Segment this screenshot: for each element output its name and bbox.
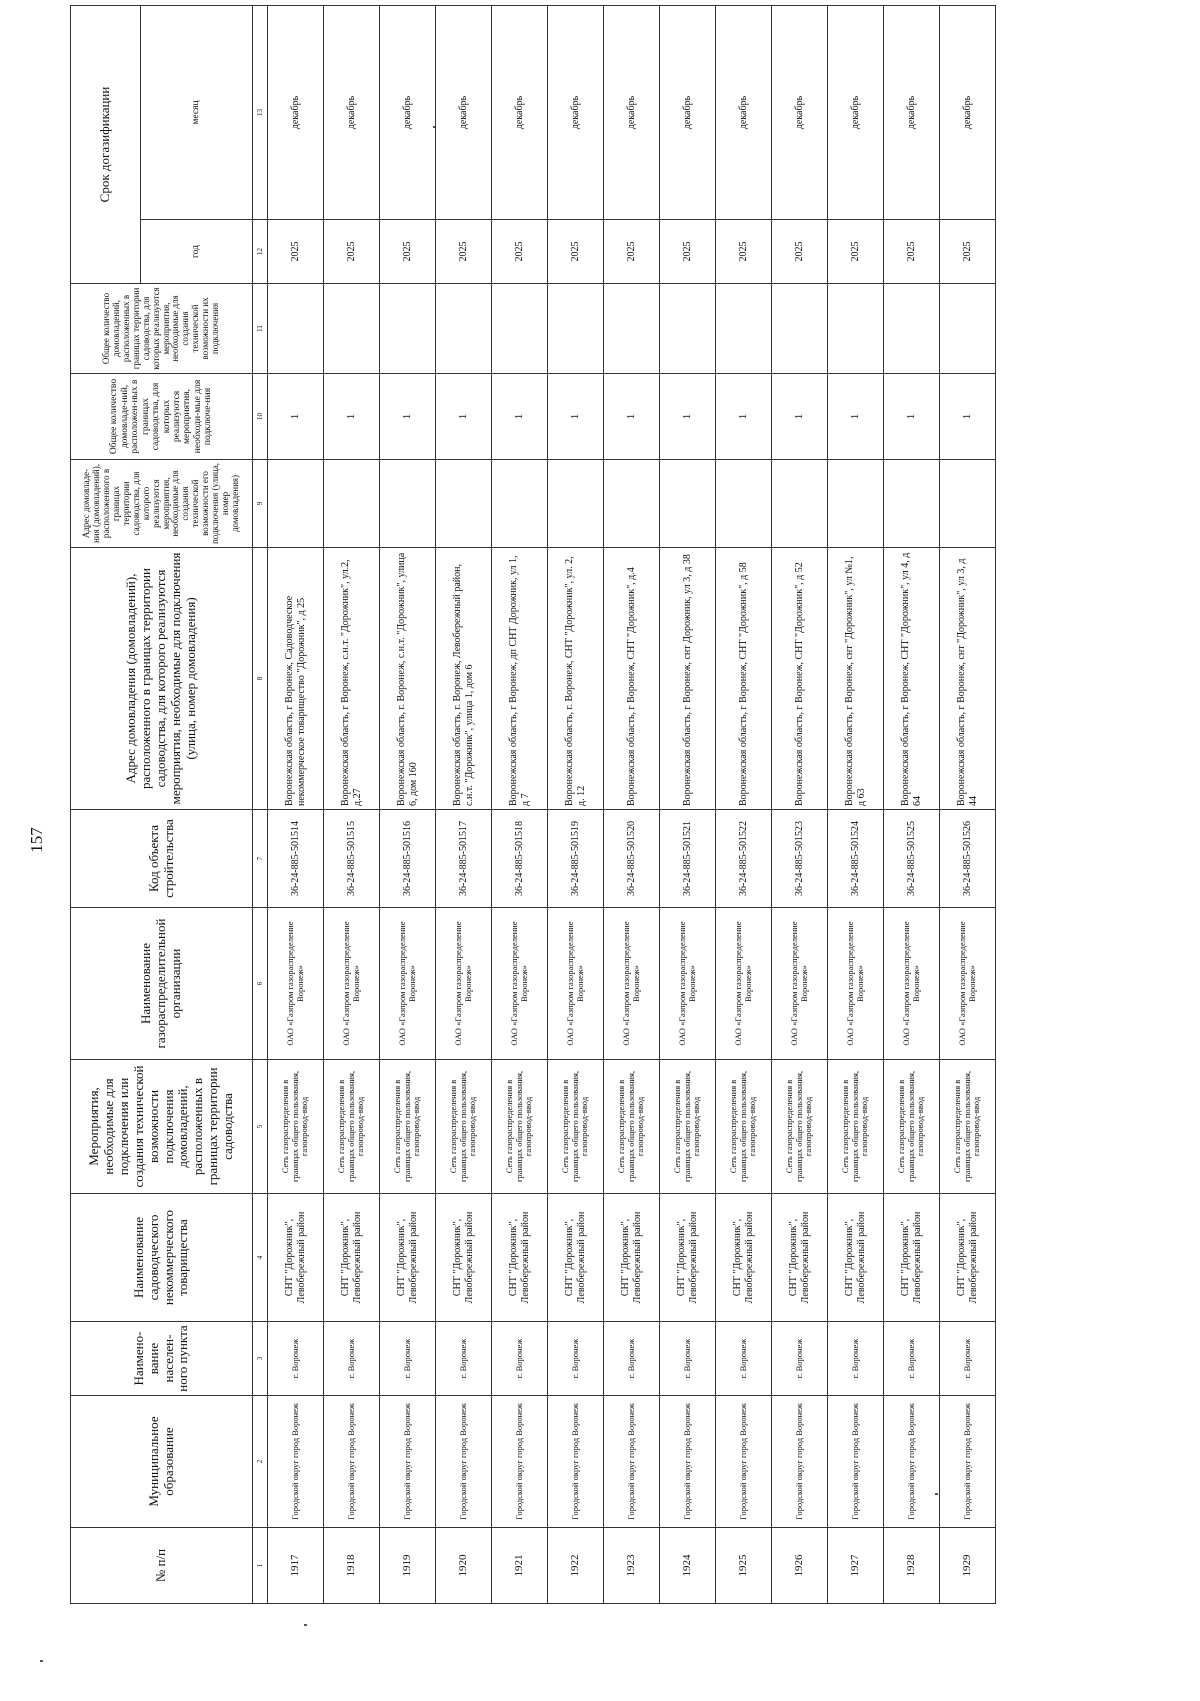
cell-measures: Сеть газораспределения в границах общего пользования, газопровод-ввод [660, 1060, 716, 1194]
cell-total-count: 1 [268, 374, 324, 460]
cell-month: декабрь [548, 6, 604, 220]
cell-row-number: 1924 [660, 1528, 716, 1604]
cell-month: декабрь [268, 6, 324, 220]
cell-code: 36-24-885-501518 [492, 810, 548, 908]
cell-total-count: 1 [492, 374, 548, 460]
cell-year: 2025 [436, 220, 492, 284]
cell-measures: Сеть газораспределения в границах общего пользования, газопровод-ввод [436, 1060, 492, 1194]
cell-snt: СНТ "Дорожник", Левобережный район [268, 1194, 324, 1322]
cell-total-tech [772, 284, 828, 374]
cell-locality: г. Воронеж [324, 1322, 380, 1396]
cell-year: 2025 [772, 220, 828, 284]
cell-address: Воронежская область, г Воронеж, СНТ "Дорожник", д 52 [772, 548, 828, 810]
cell-snt: СНТ "Дорожник", Левобережный район [884, 1194, 940, 1322]
cell-municipality: Городской округ город Воронеж [492, 1396, 548, 1528]
cell-code: 36-24-885-501519 [548, 810, 604, 908]
cell-address-tech [268, 460, 324, 548]
cell-year: 2025 [660, 220, 716, 284]
cell-row-number: 1927 [828, 1528, 884, 1604]
cell-row-number: 1922 [548, 1528, 604, 1604]
cell-month: декабрь [380, 6, 436, 220]
cell-month: декабрь [492, 6, 548, 220]
gasification-table [70, 5, 996, 1604]
cell-month: декабрь [436, 6, 492, 220]
cell-gro: ОАО «Газпром газораспределение Воронеж» [492, 908, 548, 1060]
cell-total-tech [492, 284, 548, 374]
cell-municipality: Городской округ город Воронеж [660, 1396, 716, 1528]
cell-measures: Сеть газораспределения в границах общего пользования, газопровод-ввод [324, 1060, 380, 1194]
cell-address-tech [940, 460, 996, 548]
cell-locality: г. Воронеж [940, 1322, 996, 1396]
cell-code: 36-24-885-501523 [772, 810, 828, 908]
cell-total-tech [548, 284, 604, 374]
cell-row-number: 1925 [716, 1528, 772, 1604]
cell-row-number: 1918 [324, 1528, 380, 1604]
cell-locality: г. Воронеж [828, 1322, 884, 1396]
cell-address-tech [660, 460, 716, 548]
header-year: год [141, 220, 253, 284]
cell-locality: г. Воронеж [884, 1322, 940, 1396]
cell-total-count: 1 [884, 374, 940, 460]
page-number: 157 [27, 827, 46, 853]
cell-locality: г. Воронеж [548, 1322, 604, 1396]
cell-address-tech [492, 460, 548, 548]
cell-snt: СНТ "Дорожник", Левобережный район [828, 1194, 884, 1322]
cell-address: Воронежская область, г Воронеж, с.н.т. "Дорожник", ул.2, д.27 [324, 548, 380, 810]
cell-row-number: 1920 [436, 1528, 492, 1604]
cell-municipality: Городской округ город Воронеж [884, 1396, 940, 1528]
cell-address-tech [716, 460, 772, 548]
cell-year: 2025 [268, 220, 324, 284]
cell-total-count: 1 [436, 374, 492, 460]
header-address-tech: Адрес домовладе-ния (домовладений), расположенного в границах территории садоводства, для которого реализуются мероприятия, необходимые для создания технической возможности его подключения (улица, номер домовладения) [71, 460, 253, 548]
cell-measures: Сеть газораспределения в границах общего пользования, газопровод-ввод [604, 1060, 660, 1194]
header-address: Адрес домовладения (домовладений), расположенного в границах территории садоводства, для которого реализуются мероприятия, необходимые для подключения (улица, номер домовладения) [71, 548, 253, 810]
table-row [828, 6, 884, 1604]
table-row [548, 6, 604, 1604]
cell-row-number: 1917 [268, 1528, 324, 1604]
table-row [716, 6, 772, 1604]
cell-municipality: Городской округ город Воронеж [548, 1396, 604, 1528]
cell-measures: Сеть газораспределения в границах общего пользования, газопровод-ввод [884, 1060, 940, 1194]
header-municipality: Муниципальное образование [71, 1396, 253, 1528]
header-snt: Наименование садоводческого некоммерческого товарищества [71, 1194, 253, 1322]
cell-year: 2025 [492, 220, 548, 284]
cell-locality: г. Воронеж [660, 1322, 716, 1396]
column-number-cell: 13 [253, 6, 268, 220]
cell-total-tech [604, 284, 660, 374]
cell-code: 36-24-885-501521 [660, 810, 716, 908]
cell-measures: Сеть газораспределения в границах общего пользования, газопровод-ввод [492, 1060, 548, 1194]
cell-gro: ОАО «Газпром газораспределение Воронеж» [828, 908, 884, 1060]
cell-year: 2025 [940, 220, 996, 284]
cell-gro: ОАО «Газпром газораспределение Воронеж» [380, 908, 436, 1060]
cell-municipality: Городской округ город Воронеж [828, 1396, 884, 1528]
cell-snt: СНТ "Дорожник", Левобережный район [324, 1194, 380, 1322]
cell-gro: ОАО «Газпром газораспределение Воронеж» [884, 908, 940, 1060]
header-total-tech: Общее количество домовладений, расположенных в границах территории садоводства, для которых реализуются мероприятия, необходимые для создания технической возможности их подключения [71, 284, 253, 374]
column-number-cell: 4 [253, 1194, 268, 1322]
cell-snt: СНТ "Дорожник", Левобережный район [772, 1194, 828, 1322]
cell-total-count: 1 [772, 374, 828, 460]
cell-code: 36-24-885-501516 [380, 810, 436, 908]
cell-address-tech [604, 460, 660, 548]
cell-locality: г. Воронеж [716, 1322, 772, 1396]
column-number-cell: 11 [253, 284, 268, 374]
cell-municipality: Городской округ город Воронеж [268, 1396, 324, 1528]
cell-address-tech [548, 460, 604, 548]
cell-total-count: 1 [604, 374, 660, 460]
cell-measures: Сеть газораспределения в границах общего пользования, газопровод-ввод [268, 1060, 324, 1194]
column-number-cell: 7 [253, 810, 268, 908]
cell-code: 36-24-885-501520 [604, 810, 660, 908]
cell-address-tech [380, 460, 436, 548]
cell-gro: ОАО «Газпром газораспределение Воронеж» [660, 908, 716, 1060]
table-row [436, 6, 492, 1604]
cell-month: декабрь [604, 6, 660, 220]
cell-total-count: 1 [716, 374, 772, 460]
cell-address: Воронежская область, г. Воронеж, СНТ "Дорожник", ул. 2, д. 12 [548, 548, 604, 810]
cell-municipality: Городской округ город Воронеж [324, 1396, 380, 1528]
column-number-cell: 9 [253, 460, 268, 548]
cell-total-count: 1 [380, 374, 436, 460]
cell-total-count: 1 [828, 374, 884, 460]
table-row [884, 6, 940, 1604]
cell-address: Воронежская область, г. Воронеж, Левобережный район, с.н.т. "Дорожник", улица 1, дом 6 [436, 548, 492, 810]
cell-address: Воронежская область, г Воронеж, СНТ "Дорожник", д.4 [604, 548, 660, 810]
cell-total-tech [436, 284, 492, 374]
cell-total-count: 1 [940, 374, 996, 460]
cell-snt: СНТ "Дорожник", Левобережный район [436, 1194, 492, 1322]
cell-year: 2025 [380, 220, 436, 284]
cell-year: 2025 [604, 220, 660, 284]
table-row [940, 6, 996, 1604]
cell-address: Воронежская область, г. Воронеж, с.н.т. "Дорожник", улица 6, дом 160 [380, 548, 436, 810]
cell-snt: СНТ "Дорожник", Левобережный район [660, 1194, 716, 1322]
header-deadline: Срок догазификации [71, 6, 141, 284]
table-row [380, 6, 436, 1604]
rotated-sheet [70, 86, 1138, 1604]
header-locality: Наимено-вание населен-ного пункта [71, 1322, 253, 1396]
cell-municipality: Городской округ город Воронеж [772, 1396, 828, 1528]
cell-year: 2025 [324, 220, 380, 284]
cell-address: Воронежская область, г Воронеж, снт Дорожник, ул 3, д 38 [660, 548, 716, 810]
cell-row-number: 1928 [884, 1528, 940, 1604]
column-number-cell: 5 [253, 1060, 268, 1194]
column-number-row [253, 6, 268, 1604]
cell-code: 36-24-885-501515 [324, 810, 380, 908]
cell-address: Воронежская область, г Воронеж, СНТ "Дорожник", д 58 [716, 548, 772, 810]
cell-measures: Сеть газораспределения в границах общего пользования, газопровод-ввод [828, 1060, 884, 1194]
cell-month: декабрь [828, 6, 884, 220]
cell-code: 36-24-885-501524 [828, 810, 884, 908]
header-gro: Наименование газораспределительной организации [71, 908, 253, 1060]
cell-total-tech [828, 284, 884, 374]
cell-total-count: 1 [548, 374, 604, 460]
cell-municipality: Городской округ город Воронеж [380, 1396, 436, 1528]
cell-year: 2025 [548, 220, 604, 284]
cell-month: декабрь [884, 6, 940, 220]
table-row [324, 6, 380, 1604]
table-row [492, 6, 548, 1604]
cell-total-tech [716, 284, 772, 374]
cell-address: Воронежская область, г Воронеж, Садоводческое некоммерческое товарищество "Дорожник", д 25 [268, 548, 324, 810]
cell-month: декабрь [324, 6, 380, 220]
cell-total-tech [324, 284, 380, 374]
cell-address-tech [772, 460, 828, 548]
cell-measures: Сеть газораспределения в границах общего пользования, газопровод-ввод [940, 1060, 996, 1194]
cell-code: 36-24-885-501517 [436, 810, 492, 908]
cell-address-tech [324, 460, 380, 548]
column-number-cell: 10 [253, 374, 268, 460]
table-row [772, 6, 828, 1604]
cell-locality: г. Воронеж [772, 1322, 828, 1396]
cell-row-number: 1929 [940, 1528, 996, 1604]
cell-address-tech [884, 460, 940, 548]
cell-snt: СНТ "Дорожник", Левобережный район [492, 1194, 548, 1322]
cell-total-tech [884, 284, 940, 374]
header-month: месяц [141, 6, 253, 220]
header-measures: Мероприятия, необходимые для подключения или создания технической возможности подключения домовладений, расположенных в границах территории садоводства [71, 1060, 253, 1194]
scan-speck [304, 1624, 307, 1626]
cell-locality: г. Воронеж [380, 1322, 436, 1396]
cell-row-number: 1919 [380, 1528, 436, 1604]
cell-month: декабрь [772, 6, 828, 220]
cell-gro: ОАО «Газпром газораспределение Воронеж» [772, 908, 828, 1060]
cell-month: декабрь [660, 6, 716, 220]
cell-measures: Сеть газораспределения в границах общего пользования, газопровод-ввод [716, 1060, 772, 1194]
cell-address-tech [828, 460, 884, 548]
cell-gro: ОАО «Газпром газораспределение Воронеж» [604, 908, 660, 1060]
cell-row-number: 1921 [492, 1528, 548, 1604]
cell-address-tech [436, 460, 492, 548]
cell-gro: ОАО «Газпром газораспределение Воронеж» [324, 908, 380, 1060]
column-number-cell: 3 [253, 1322, 268, 1396]
cell-total-tech [660, 284, 716, 374]
table-body [268, 6, 996, 1604]
cell-gro: ОАО «Газпром газораспределение Воронеж» [940, 908, 996, 1060]
cell-snt: СНТ "Дорожник", Левобережный район [604, 1194, 660, 1322]
cell-snt: СНТ "Дорожник", Левобережный район [940, 1194, 996, 1322]
table-row [660, 6, 716, 1604]
header-total-count: Общее количество домовладе-ний, расположен-ных в границах садоводства, для которых реализуются мероприятия, необходи-мые для подключе-ния [71, 374, 253, 460]
cell-measures: Сеть газораспределения в границах общего пользования, газопровод-ввод [548, 1060, 604, 1194]
column-number-cell: 12 [253, 220, 268, 284]
cell-gro: ОАО «Газпром газораспределение Воронеж» [548, 908, 604, 1060]
cell-snt: СНТ "Дорожник", Левобережный район [380, 1194, 436, 1322]
cell-gro: ОАО «Газпром газораспределение Воронеж» [716, 908, 772, 1060]
cell-measures: Сеть газораспределения в границах общего пользования, газопровод-ввод [380, 1060, 436, 1194]
table-row [268, 6, 324, 1604]
cell-year: 2025 [828, 220, 884, 284]
cell-gro: ОАО «Газпром газораспределение Воронеж» [436, 908, 492, 1060]
cell-locality: г. Воронеж [436, 1322, 492, 1396]
scan-speck [40, 1660, 43, 1662]
cell-month: декабрь [716, 6, 772, 220]
cell-total-tech [380, 284, 436, 374]
cell-locality: г. Воронеж [492, 1322, 548, 1396]
cell-total-count: 1 [324, 374, 380, 460]
cell-total-count: 1 [660, 374, 716, 460]
cell-row-number: 1923 [604, 1528, 660, 1604]
cell-municipality: Городской округ город Воронеж [436, 1396, 492, 1528]
cell-total-tech [268, 284, 324, 374]
cell-year: 2025 [716, 220, 772, 284]
cell-address: Воронежская область, г Воронеж, снт "Дорожник", ул №1, д 63 [828, 548, 884, 810]
cell-code: 36-24-885-501514 [268, 810, 324, 908]
cell-municipality: Городской округ город Воронеж [604, 1396, 660, 1528]
header-num: № п/п [71, 1528, 253, 1604]
cell-address: Воронежская область, г Воронеж, СНТ "Дорожник", ул 4, д 64 [884, 548, 940, 810]
cell-gro: ОАО «Газпром газораспределение Воронеж» [268, 908, 324, 1060]
cell-total-tech [940, 284, 996, 374]
column-number-cell: 8 [253, 548, 268, 810]
header-code: Код объекта стройтельства [71, 810, 253, 908]
cell-municipality: Городской округ город Воронеж [716, 1396, 772, 1528]
cell-code: 36-24-885-501526 [940, 810, 996, 908]
cell-address: Воронежская область, г Воронеж, снт "Дорожник", ул 3, д 44 [940, 548, 996, 810]
cell-code: 36-24-885-501525 [884, 810, 940, 908]
cell-month: декабрь [940, 6, 996, 220]
cell-municipality: Городской округ город Воронеж [940, 1396, 996, 1528]
cell-address: Воронежская область, г Воронеж, дп СНТ Дорожник, ул 1, д 7 [492, 548, 548, 810]
cell-locality: г. Воронеж [604, 1322, 660, 1396]
cell-code: 36-24-885-501522 [716, 810, 772, 908]
column-number-cell: 1 [253, 1528, 268, 1604]
cell-locality: г. Воронеж [268, 1322, 324, 1396]
cell-snt: СНТ "Дорожник", Левобережный район [548, 1194, 604, 1322]
column-number-cell: 6 [253, 908, 268, 1060]
column-number-cell: 2 [253, 1396, 268, 1528]
cell-year: 2025 [884, 220, 940, 284]
cell-measures: Сеть газораспределения в границах общего пользования, газопровод-ввод [772, 1060, 828, 1194]
table-row [604, 6, 660, 1604]
cell-row-number: 1926 [772, 1528, 828, 1604]
cell-snt: СНТ "Дорожник", Левобережный район [716, 1194, 772, 1322]
